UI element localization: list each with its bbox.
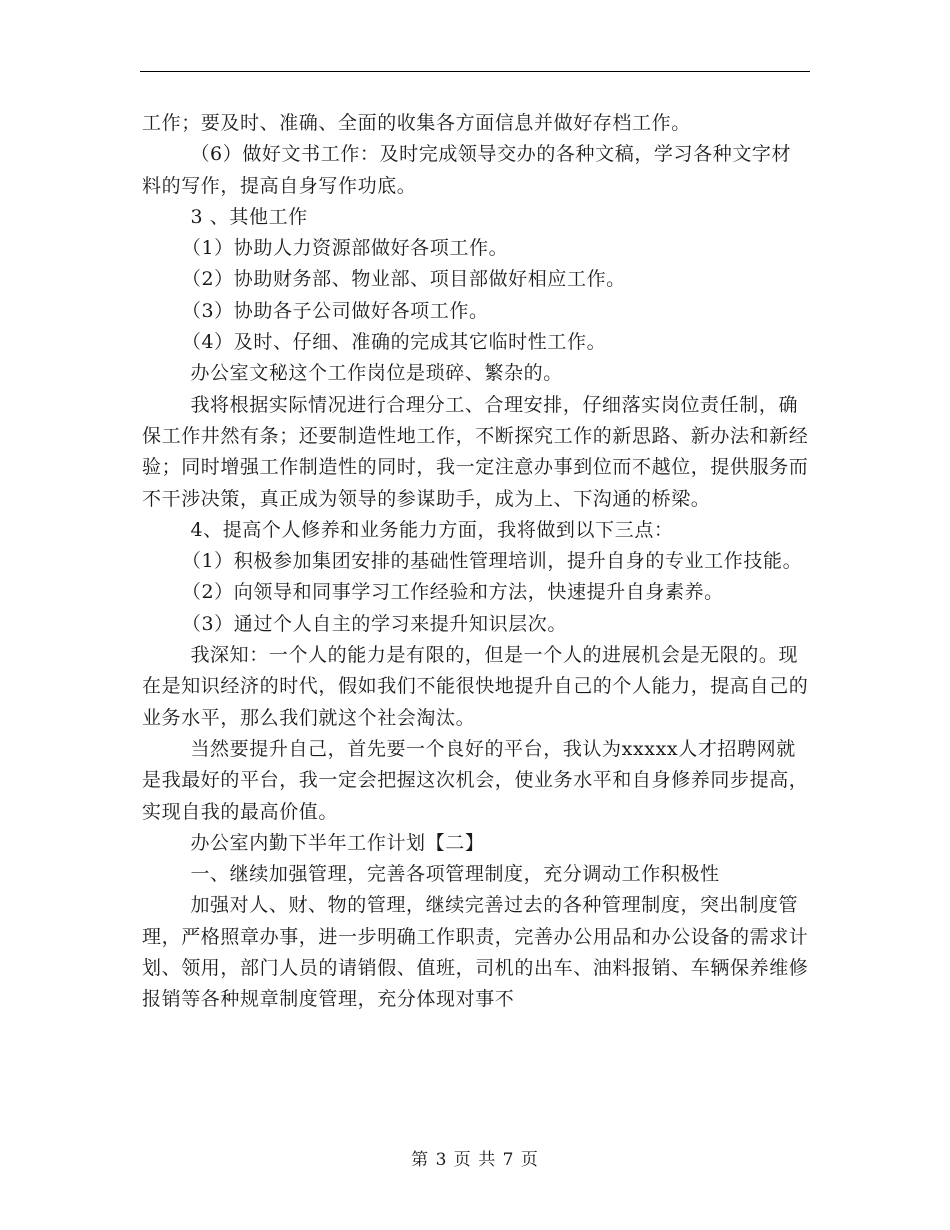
paragraph: 当然要提升自己，首先要一个良好的平台，我认为xxxxx人才招聘网就是我最好的平台，我一定会把握这次机会，使业务水平和自身修养同步提高，实现自我的最高价值。 (142, 737, 809, 823)
paragraph: （6）做好文书工作：及时完成领导交办的各种文稿，学习各种文字材料的写作，提高自身写作功底。 (142, 143, 792, 197)
document-body (142, 108, 810, 1016)
list-item: （1）协助人力资源部做好各项工作。 (181, 237, 509, 260)
list-item: （1）积极参加集团安排的基础性管理培训，提升自身的专业工作技能。 (181, 550, 803, 573)
paragraph: 办公室文秘这个工作岗位是琐碎、繁杂的。 (190, 362, 563, 385)
list-item: （3）通过个人自主的学习来提升知识层次。 (181, 612, 567, 635)
page-number: 第 3 页 共 7 页 (411, 1150, 539, 1170)
paragraph: 加强对人、财、物的管理，继续完善过去的各种管理制度，突出制度管理，严格照章办事，进一步明确工作职责，完善办公用品和办公设备的需求计划、领用，部门人员的请销假、值班，司机的出车、油料报销、车辆保养维修报销等各种规章制度管理，充分体现对事不 (142, 894, 809, 1011)
paragraph: 我深知：一个人的能力是有限的，但是一个人的进展机会是无限的。现在是知识经济的时代，假如我们不能很快地提升自己的个人能力，提高自己的业务水平，那么我们就这个社会淘汰。 (142, 644, 809, 729)
section-heading: 一、继续加强管理，完善各项管理制度，充分调动工作积极性 (190, 863, 720, 886)
section-heading: 4、提高个人修养和业务能力方面，我将做到以下三点： (190, 518, 674, 541)
section-heading: 3 、其他工作 (190, 205, 308, 228)
list-item: （2）协助财务部、物业部、项目部做好相应工作。 (181, 268, 626, 291)
list-item: （2）向领导和同事学习工作经验和方法，快速提升自身素养。 (181, 581, 724, 604)
list-item: （3）协助各子公司做好各项工作。 (181, 299, 489, 322)
section-title: 办公室内勤下半年工作计划【二】 (190, 831, 485, 854)
paragraph: 我将根据实际情况进行合理分工、合理安排，仔细落实岗位责任制，确保工作井然有条；还要制造性地工作，不断探究工作的新思路、新办法和新经验；同时增强工作制造性的同时，我一定注意办事到位而不越位，提供服务而不干涉决策，真正成为领导的参谋助手，成为上、下沟通的桥梁。 (142, 393, 809, 510)
list-item: （4）及时、仔细、准确的完成其它临时性工作。 (181, 331, 607, 354)
paragraph: 工作；要及时、准确、全面的收集各方面信息并做好存档工作。 (142, 112, 691, 134)
header-rule (140, 71, 810, 72)
